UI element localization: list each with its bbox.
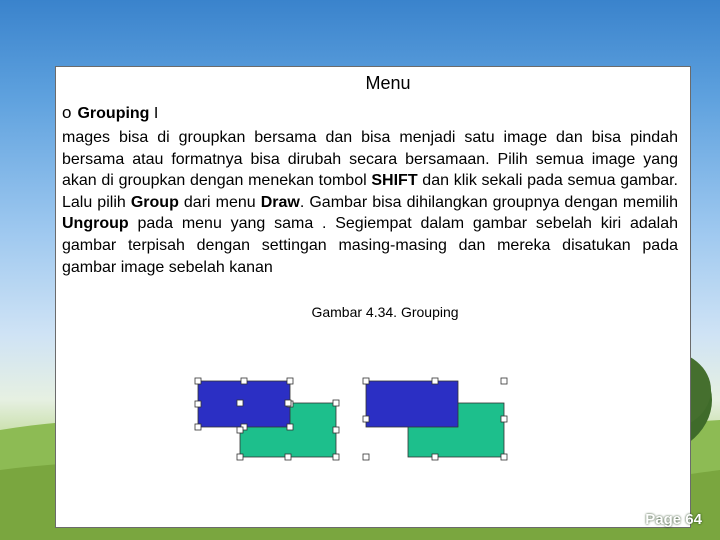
body-paragraph [62,127,678,278]
bold-keyword: Group [130,193,179,211]
content-panel [55,66,691,528]
resize-handle [237,400,243,406]
resize-handle [285,400,291,406]
resize-handle [287,378,293,384]
slide-title: Menu [365,73,411,93]
resize-handle [195,378,201,384]
bullet-heading-line [62,103,158,123]
resize-handle [432,378,438,384]
paragraph-run: mages bisa di groupkan bersama dan bisa menjadi satu image dan bisa pindah bersama atau formatnya bisa dirubah secara bersamaan. Pilih semua image yang akan di groupkan dengan menekan tombol [62,129,678,190]
paragraph-run: dan klik sekali pada semua gambar. Lalu pilih [62,172,678,211]
paragraph-run: pada menu yang sama . Segiempat dalam gambar sebelah kiri adalah gambar terpisah dengan settingan masing-masing dan mereka disatukan pada gambar image sebelah kanan [62,215,678,276]
resize-handle [432,454,438,460]
paragraph-run: dari menu [178,193,261,211]
bullet-mark: o [62,103,72,122]
right-blue-rectangle [366,381,458,427]
bullet-heading: Grouping [77,105,150,122]
resize-handle [363,416,369,422]
resize-handle [501,416,507,422]
resize-handle [333,427,339,433]
resize-handle [241,378,247,384]
bold-keyword: SHIFT [371,172,418,190]
resize-handle [237,454,243,460]
resize-handle [501,378,507,384]
resize-handle [333,454,339,460]
paragraph-run: . Gambar bisa dihilangkan groupnya dengan memilih [299,193,678,211]
caption-label: Gambar 4.34. [311,304,398,320]
resize-handle [501,454,507,460]
caption-text: Grouping [397,304,459,320]
resize-handle [195,424,201,430]
resize-handle [195,401,201,407]
resize-handle [363,378,369,384]
left-blue-rectangle [198,381,290,427]
resize-handle [333,400,339,406]
grouping-figure [180,366,547,475]
resize-handle [363,454,369,460]
figure-caption [56,304,690,320]
bold-keyword: Draw [260,193,300,211]
resize-handle [287,424,293,430]
resize-handle [285,454,291,460]
bold-keyword: Ungroup [62,215,129,233]
resize-handle [237,427,243,433]
page-number: Page 64 [645,511,702,528]
bullet-tail: I [149,105,159,122]
